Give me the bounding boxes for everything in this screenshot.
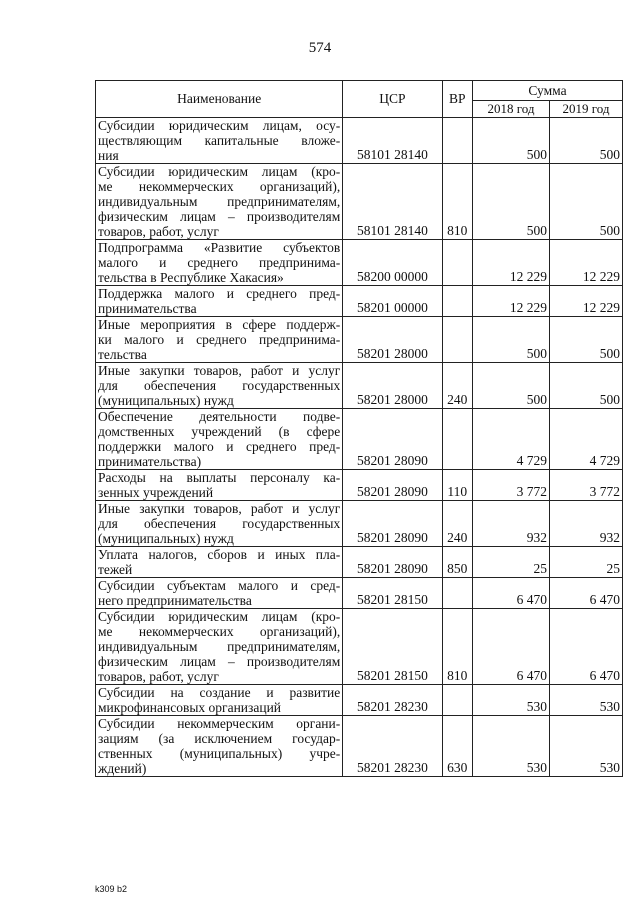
table-row: [96, 409, 623, 470]
row-csr: 58201 28090: [343, 547, 442, 578]
row-vr: 850: [442, 547, 472, 578]
row-name-line: Субсидии на создание и развитие: [98, 685, 341, 700]
row-sum-2018: 932: [472, 501, 549, 547]
row-sum-2018: 4 729: [472, 409, 549, 470]
row-sum-2019: 500: [549, 363, 622, 409]
row-sum-2019: 6 470: [549, 609, 622, 685]
row-vr: [442, 118, 472, 164]
row-name-line: тельства: [98, 347, 147, 362]
row-name-line: индивидуальным предпринимателям,: [98, 194, 341, 209]
row-sum-2018: 500: [472, 164, 549, 240]
row-name-line: Подпрограмма «Развитие субъектов: [98, 240, 341, 255]
row-sum-2018: 3 772: [472, 470, 549, 501]
table-row: [96, 164, 623, 240]
row-vr: [442, 685, 472, 716]
row-name-line: ственных (муниципальных) учре-: [98, 746, 341, 761]
page-number: 574: [308, 40, 332, 56]
row-name-line: микрофинансовых организаций: [98, 700, 282, 715]
row-csr: 58201 28230: [343, 685, 442, 716]
budget-table: [95, 80, 623, 777]
row-name: [96, 286, 343, 317]
table-row: [96, 118, 623, 164]
row-sum-2018: 12 229: [472, 286, 549, 317]
row-name-line: ждений): [98, 761, 147, 776]
table-row: [96, 470, 623, 501]
row-name: [96, 317, 343, 363]
table-row: [96, 317, 623, 363]
row-csr: 58101 28140: [343, 164, 442, 240]
row-name: [96, 164, 343, 240]
header-csr: ЦСР: [343, 81, 442, 118]
row-vr: [442, 409, 472, 470]
row-name-line: Субсидии юридическим лицам, осу-: [98, 118, 341, 133]
row-name-line: Иные закупки товаров, работ и услуг: [98, 501, 341, 516]
row-name-line: ме некоммерческих организаций),: [98, 179, 341, 194]
table-body: [96, 118, 623, 777]
row-name-line: домственных учреждений (в сфере: [98, 424, 341, 439]
row-name-line: (муниципальных) нужд: [98, 393, 234, 408]
row-sum-2018: 530: [472, 685, 549, 716]
row-sum-2018: 12 229: [472, 240, 549, 286]
row-name-line: ме некоммерческих организаций),: [98, 624, 341, 639]
row-name: [96, 118, 343, 164]
row-sum-2018: 6 470: [472, 578, 549, 609]
table-row: [96, 547, 623, 578]
row-name-line: Иные закупки товаров, работ и услуг: [98, 363, 341, 378]
row-name-line: зациям (за исключением государ-: [98, 731, 341, 746]
row-name-line: Поддержка малого и среднего пред-: [98, 286, 341, 301]
row-vr: 240: [442, 501, 472, 547]
row-csr: 58200 00000: [343, 240, 442, 286]
row-name-line: товаров, работ, услуг: [98, 669, 219, 684]
row-name-line: него предпринимательства: [98, 593, 252, 608]
row-sum-2019: 530: [549, 685, 622, 716]
row-name-line: ния: [98, 148, 119, 163]
row-sum-2019: 500: [549, 118, 622, 164]
row-csr: 58201 28090: [343, 501, 442, 547]
row-sum-2018: 6 470: [472, 609, 549, 685]
row-name-line: товаров, работ, услуг: [98, 224, 219, 239]
row-vr: [442, 286, 472, 317]
row-name-line: ки малого и среднего предпринима-: [98, 332, 341, 347]
row-sum-2019: 25: [549, 547, 622, 578]
row-name: [96, 363, 343, 409]
table-row: [96, 685, 623, 716]
row-name-line: тежей: [98, 562, 133, 577]
row-vr: 110: [442, 470, 472, 501]
row-name-line: Субсидии юридическим лицам (кро-: [98, 609, 341, 624]
row-sum-2019: 12 229: [549, 286, 622, 317]
row-name-line: Субсидии некоммерческим органи-: [98, 716, 341, 731]
row-sum-2019: 4 729: [549, 409, 622, 470]
row-name-line: Уплата налогов, сборов и иных пла-: [98, 547, 341, 562]
table-row: [96, 501, 623, 547]
row-name: [96, 716, 343, 777]
row-csr: 58201 28150: [343, 609, 442, 685]
row-name-line: для обеспечения государственных: [98, 378, 341, 393]
table-row: [96, 609, 623, 685]
row-name: [96, 685, 343, 716]
table-row: [96, 240, 623, 286]
row-sum-2019: 500: [549, 317, 622, 363]
row-vr: [442, 317, 472, 363]
table-row: [96, 716, 623, 777]
header-year-2019: 2019 год: [549, 101, 622, 118]
row-csr: 58101 28140: [343, 118, 442, 164]
row-csr: 58201 28000: [343, 363, 442, 409]
row-vr: 810: [442, 164, 472, 240]
row-name-line: (муниципальных) нужд: [98, 531, 234, 546]
table-row: [96, 286, 623, 317]
row-csr: 58201 28000: [343, 317, 442, 363]
row-sum-2019: 6 470: [549, 578, 622, 609]
row-name-line: физическим лицам – производителям: [98, 654, 341, 669]
row-sum-2019: 3 772: [549, 470, 622, 501]
header-name: Наименование: [96, 81, 343, 118]
row-name-line: малого и среднего предпринима-: [98, 255, 341, 270]
row-name-line: Расходы на выплаты персоналу ка-: [98, 470, 341, 485]
table-row: [96, 578, 623, 609]
row-vr: 630: [442, 716, 472, 777]
row-vr: [442, 240, 472, 286]
row-name-line: для обеспечения государственных: [98, 516, 341, 531]
row-name-line: зенных учреждений: [98, 485, 214, 500]
row-vr: 240: [442, 363, 472, 409]
row-name-line: поддержки малого и среднего пред-: [98, 439, 341, 454]
row-sum-2018: 530: [472, 716, 549, 777]
row-name: [96, 501, 343, 547]
row-sum-2018: 500: [472, 317, 549, 363]
row-name-line: физическим лицам – производителям: [98, 209, 341, 224]
row-sum-2019: 12 229: [549, 240, 622, 286]
row-name-line: Субсидии субъектам малого и сред-: [98, 578, 341, 593]
row-name-line: принимательства): [98, 454, 202, 469]
row-name-line: индивидуальным предпринимателям,: [98, 639, 341, 654]
row-name: [96, 409, 343, 470]
header-year-2018: 2018 год: [472, 101, 549, 118]
row-name-line: Обеспечение деятельности подве-: [98, 409, 341, 424]
row-sum-2018: 500: [472, 363, 549, 409]
row-name-line: тельства в Республике Хакасия»: [98, 270, 284, 285]
row-sum-2018: 25: [472, 547, 549, 578]
row-sum-2018: 500: [472, 118, 549, 164]
table-row: [96, 363, 623, 409]
row-name: [96, 470, 343, 501]
row-csr: 58201 28090: [343, 470, 442, 501]
row-sum-2019: 500: [549, 164, 622, 240]
header-sum: Сумма: [472, 81, 622, 101]
row-csr: 58201 28230: [343, 716, 442, 777]
row-csr: 58201 00000: [343, 286, 442, 317]
row-name: [96, 578, 343, 609]
row-name-line: ществляющим капитальные вложе-: [98, 133, 341, 148]
row-name: [96, 240, 343, 286]
footer-code: k309 b2: [95, 884, 128, 894]
row-name-line: принимательства: [98, 301, 197, 316]
row-vr: [442, 578, 472, 609]
row-vr: 810: [442, 609, 472, 685]
row-csr: 58201 28150: [343, 578, 442, 609]
row-csr: 58201 28090: [343, 409, 442, 470]
row-name: [96, 547, 343, 578]
row-name: [96, 609, 343, 685]
header-vr: ВР: [442, 81, 472, 118]
row-sum-2019: 932: [549, 501, 622, 547]
row-name-line: Иные мероприятия в сфере поддерж-: [98, 317, 341, 332]
row-name-line: Субсидии юридическим лицам (кро-: [98, 164, 341, 179]
row-sum-2019: 530: [549, 716, 622, 777]
